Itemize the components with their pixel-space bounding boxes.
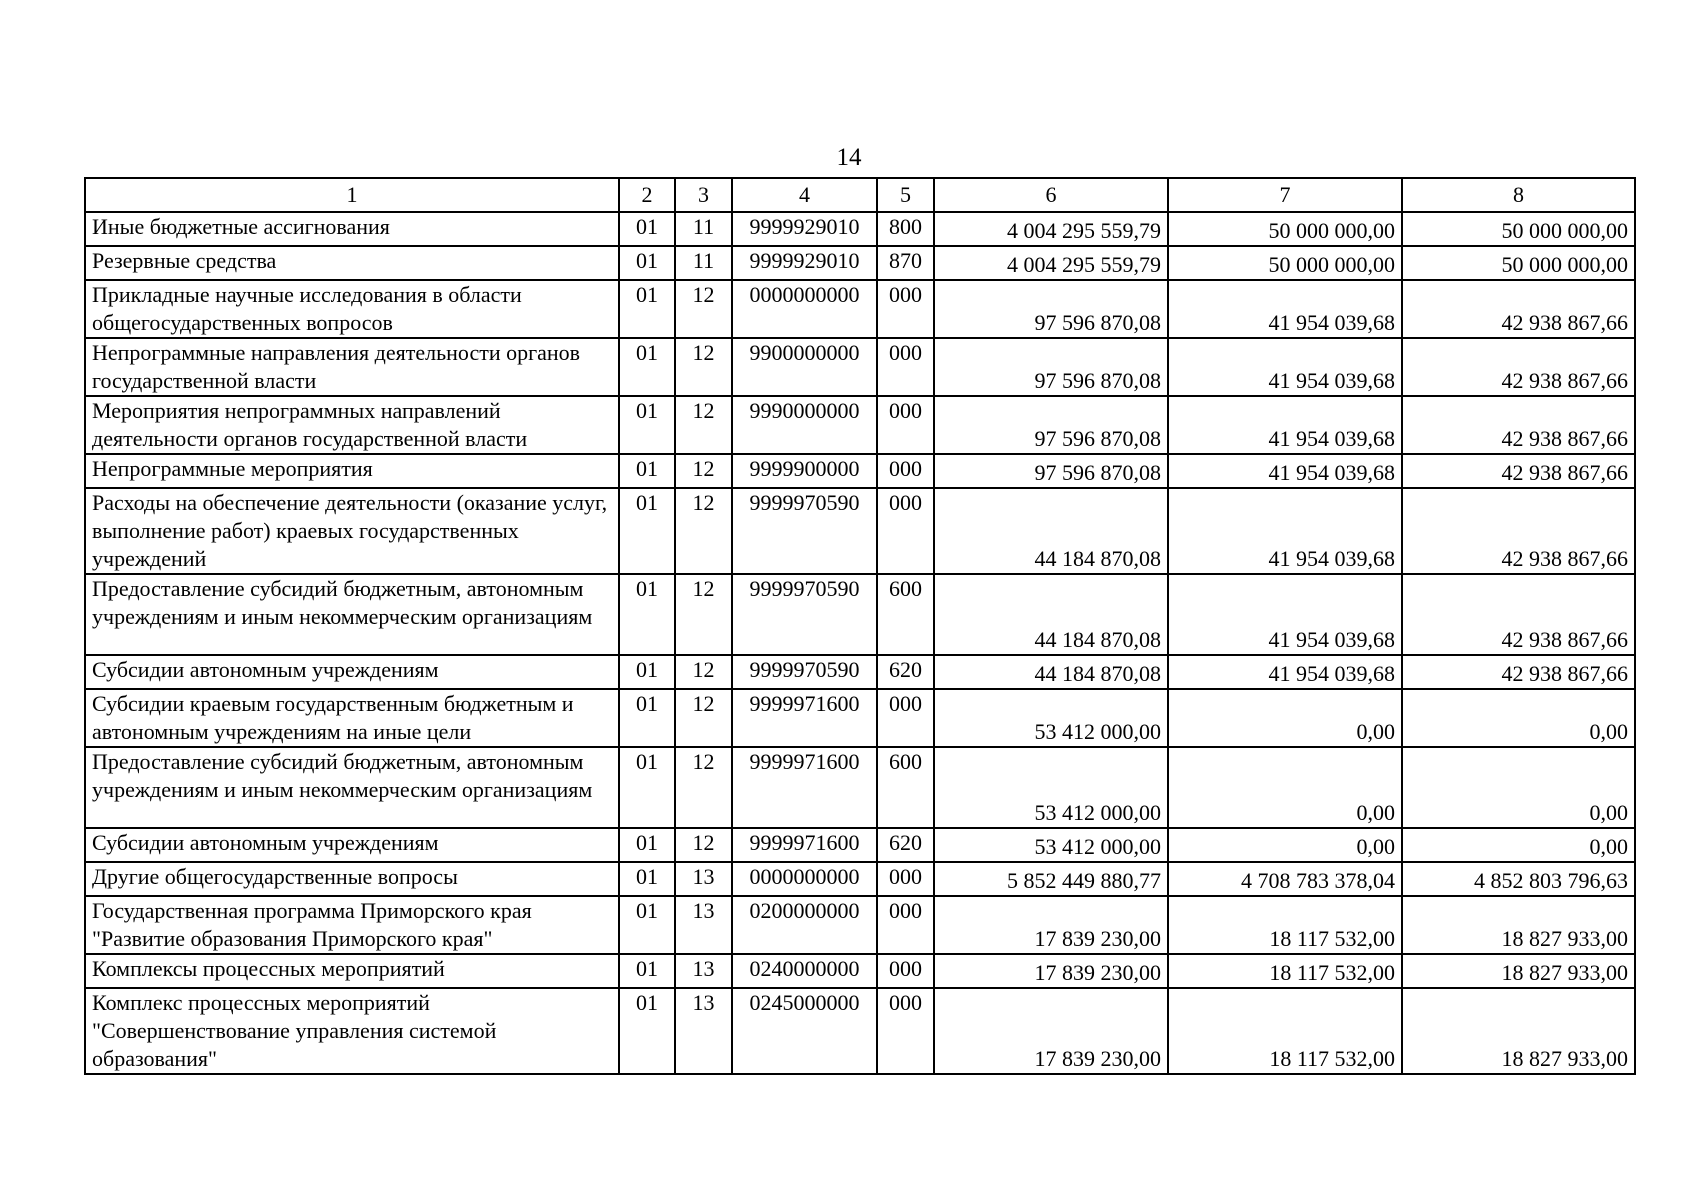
cell-amount-7: 41 954 039,68 [1168, 488, 1402, 574]
header-cell-3: 3 [675, 178, 732, 212]
cell-amount-6: 17 839 230,00 [934, 988, 1168, 1074]
cell-amount-8: 42 938 867,66 [1402, 655, 1635, 689]
cell-amount-8: 42 938 867,66 [1402, 454, 1635, 488]
table-row [85, 689, 1635, 747]
table-row [85, 212, 1635, 246]
cell-name: Комплекс процессных мероприятий "Совершенствование управления системой образования" [85, 988, 619, 1074]
cell-amount-6: 97 596 870,08 [934, 280, 1168, 338]
cell-code-2: 01 [619, 689, 675, 747]
cell-code-5: 000 [877, 862, 934, 896]
header-cell-8: 8 [1402, 178, 1635, 212]
cell-name: Иные бюджетные ассигнования [85, 212, 619, 246]
cell-code-4: 9990000000 [732, 396, 877, 454]
cell-amount-7: 41 954 039,68 [1168, 655, 1402, 689]
cell-code-3: 12 [675, 747, 732, 828]
cell-amount-8: 42 938 867,66 [1402, 338, 1635, 396]
table-row [85, 655, 1635, 689]
cell-name: Мероприятия непрограммных направлений деятельности органов государственной власти [85, 396, 619, 454]
cell-name: Комплексы процессных мероприятий [85, 954, 619, 988]
cell-amount-6: 5 852 449 880,77 [934, 862, 1168, 896]
cell-code-2: 01 [619, 828, 675, 862]
cell-amount-7: 4 708 783 378,04 [1168, 862, 1402, 896]
cell-amount-6: 53 412 000,00 [934, 828, 1168, 862]
cell-name: Непрограммные мероприятия [85, 454, 619, 488]
cell-code-3: 12 [675, 338, 732, 396]
cell-amount-6: 44 184 870,08 [934, 488, 1168, 574]
cell-amount-7: 0,00 [1168, 689, 1402, 747]
cell-amount-8: 4 852 803 796,63 [1402, 862, 1635, 896]
cell-code-3: 12 [675, 454, 732, 488]
page-number: 14 [836, 144, 862, 171]
cell-amount-8: 42 938 867,66 [1402, 488, 1635, 574]
cell-code-3: 12 [675, 655, 732, 689]
table-row [85, 246, 1635, 280]
cell-code-5: 000 [877, 488, 934, 574]
cell-amount-7: 50 000 000,00 [1168, 246, 1402, 280]
cell-code-2: 01 [619, 988, 675, 1074]
table-row [85, 280, 1635, 338]
cell-code-5: 000 [877, 954, 934, 988]
cell-amount-6: 4 004 295 559,79 [934, 246, 1168, 280]
cell-code-4: 9900000000 [732, 338, 877, 396]
table-body [85, 178, 1635, 1074]
cell-code-3: 11 [675, 246, 732, 280]
cell-code-2: 01 [619, 212, 675, 246]
cell-amount-8: 42 938 867,66 [1402, 280, 1635, 338]
cell-code-2: 01 [619, 280, 675, 338]
cell-amount-6: 97 596 870,08 [934, 396, 1168, 454]
cell-code-4: 0000000000 [732, 862, 877, 896]
table-header-row [85, 178, 1635, 212]
table-row [85, 828, 1635, 862]
cell-code-5: 870 [877, 246, 934, 280]
cell-amount-7: 18 117 532,00 [1168, 896, 1402, 954]
cell-amount-6: 44 184 870,08 [934, 574, 1168, 655]
cell-name: Прикладные научные исследования в области общегосударственных вопросов [85, 280, 619, 338]
cell-code-4: 9999971600 [732, 828, 877, 862]
cell-name: Предоставление субсидий бюджетным, автономным учреждениям и иным некоммерческим организациям [85, 747, 619, 828]
cell-code-2: 01 [619, 747, 675, 828]
cell-code-2: 01 [619, 954, 675, 988]
cell-amount-8: 50 000 000,00 [1402, 212, 1635, 246]
cell-amount-6: 44 184 870,08 [934, 655, 1168, 689]
cell-amount-8: 0,00 [1402, 689, 1635, 747]
cell-code-4: 9999970590 [732, 655, 877, 689]
cell-amount-7: 41 954 039,68 [1168, 574, 1402, 655]
cell-code-4: 9999970590 [732, 574, 877, 655]
cell-code-3: 12 [675, 574, 732, 655]
cell-name: Расходы на обеспечение деятельности (оказание услуг, выполнение работ) краевых государственных учреждений [85, 488, 619, 574]
table-row [85, 488, 1635, 574]
cell-name: Субсидии автономным учреждениям [85, 655, 619, 689]
header-cell-5: 5 [877, 178, 934, 212]
cell-code-3: 12 [675, 488, 732, 574]
cell-amount-6: 17 839 230,00 [934, 954, 1168, 988]
table-row [85, 454, 1635, 488]
cell-code-4: 9999929010 [732, 212, 877, 246]
cell-code-3: 11 [675, 212, 732, 246]
table-row [85, 338, 1635, 396]
cell-code-3: 12 [675, 280, 732, 338]
cell-code-3: 12 [675, 396, 732, 454]
cell-amount-7: 41 954 039,68 [1168, 396, 1402, 454]
header-cell-2: 2 [619, 178, 675, 212]
cell-code-3: 13 [675, 988, 732, 1074]
cell-name: Другие общегосударственные вопросы [85, 862, 619, 896]
cell-code-4: 9999970590 [732, 488, 877, 574]
cell-amount-8: 18 827 933,00 [1402, 896, 1635, 954]
cell-name: Субсидии краевым государственным бюджетным и автономным учреждениям на иные цели [85, 689, 619, 747]
header-cell-4: 4 [732, 178, 877, 212]
cell-code-3: 12 [675, 828, 732, 862]
cell-amount-7: 0,00 [1168, 828, 1402, 862]
cell-code-3: 13 [675, 954, 732, 988]
cell-code-2: 01 [619, 862, 675, 896]
table-row [85, 747, 1635, 828]
cell-code-5: 000 [877, 896, 934, 954]
table-row [85, 896, 1635, 954]
cell-amount-8: 18 827 933,00 [1402, 988, 1635, 1074]
cell-amount-7: 18 117 532,00 [1168, 988, 1402, 1074]
table-row [85, 954, 1635, 988]
budget-table [84, 177, 1636, 1075]
table-row [85, 396, 1635, 454]
cell-code-5: 000 [877, 280, 934, 338]
cell-name: Резервные средства [85, 246, 619, 280]
cell-amount-7: 41 954 039,68 [1168, 338, 1402, 396]
cell-amount-6: 53 412 000,00 [934, 747, 1168, 828]
cell-code-3: 12 [675, 689, 732, 747]
cell-name: Предоставление субсидий бюджетным, автономным учреждениям и иным некоммерческим организациям [85, 574, 619, 655]
cell-amount-8: 0,00 [1402, 747, 1635, 828]
cell-amount-6: 53 412 000,00 [934, 689, 1168, 747]
cell-code-3: 13 [675, 862, 732, 896]
table-row [85, 862, 1635, 896]
cell-code-4: 9999971600 [732, 747, 877, 828]
cell-code-4: 0240000000 [732, 954, 877, 988]
cell-code-5: 000 [877, 988, 934, 1074]
cell-code-2: 01 [619, 574, 675, 655]
cell-code-5: 600 [877, 574, 934, 655]
cell-code-2: 01 [619, 488, 675, 574]
cell-amount-8: 42 938 867,66 [1402, 396, 1635, 454]
cell-code-3: 13 [675, 896, 732, 954]
cell-code-4: 9999971600 [732, 689, 877, 747]
cell-amount-7: 18 117 532,00 [1168, 954, 1402, 988]
cell-amount-6: 97 596 870,08 [934, 454, 1168, 488]
table-row [85, 988, 1635, 1074]
cell-code-5: 000 [877, 454, 934, 488]
cell-code-2: 01 [619, 655, 675, 689]
cell-code-5: 620 [877, 828, 934, 862]
cell-name: Субсидии автономным учреждениям [85, 828, 619, 862]
cell-amount-8: 50 000 000,00 [1402, 246, 1635, 280]
cell-amount-7: 41 954 039,68 [1168, 280, 1402, 338]
cell-amount-7: 50 000 000,00 [1168, 212, 1402, 246]
cell-code-4: 0245000000 [732, 988, 877, 1074]
cell-code-5: 000 [877, 689, 934, 747]
cell-code-5: 000 [877, 396, 934, 454]
cell-amount-6: 17 839 230,00 [934, 896, 1168, 954]
cell-amount-6: 4 004 295 559,79 [934, 212, 1168, 246]
cell-code-2: 01 [619, 396, 675, 454]
header-cell-7: 7 [1168, 178, 1402, 212]
cell-amount-6: 97 596 870,08 [934, 338, 1168, 396]
cell-code-5: 600 [877, 747, 934, 828]
cell-amount-8: 42 938 867,66 [1402, 574, 1635, 655]
cell-code-5: 620 [877, 655, 934, 689]
cell-amount-7: 41 954 039,68 [1168, 454, 1402, 488]
header-cell-1: 1 [85, 178, 619, 212]
cell-code-2: 01 [619, 338, 675, 396]
cell-code-2: 01 [619, 454, 675, 488]
cell-amount-8: 18 827 933,00 [1402, 954, 1635, 988]
cell-code-5: 000 [877, 338, 934, 396]
header-cell-6: 6 [934, 178, 1168, 212]
cell-code-4: 9999900000 [732, 454, 877, 488]
cell-code-2: 01 [619, 246, 675, 280]
cell-amount-7: 0,00 [1168, 747, 1402, 828]
cell-amount-8: 0,00 [1402, 828, 1635, 862]
cell-code-4: 0000000000 [732, 280, 877, 338]
table-row [85, 574, 1635, 655]
cell-code-4: 0200000000 [732, 896, 877, 954]
cell-name: Непрограммные направления деятельности органов государственной власти [85, 338, 619, 396]
cell-code-5: 800 [877, 212, 934, 246]
cell-code-2: 01 [619, 896, 675, 954]
cell-name: Государственная программа Приморского края "Развитие образования Приморского края" [85, 896, 619, 954]
cell-code-4: 9999929010 [732, 246, 877, 280]
